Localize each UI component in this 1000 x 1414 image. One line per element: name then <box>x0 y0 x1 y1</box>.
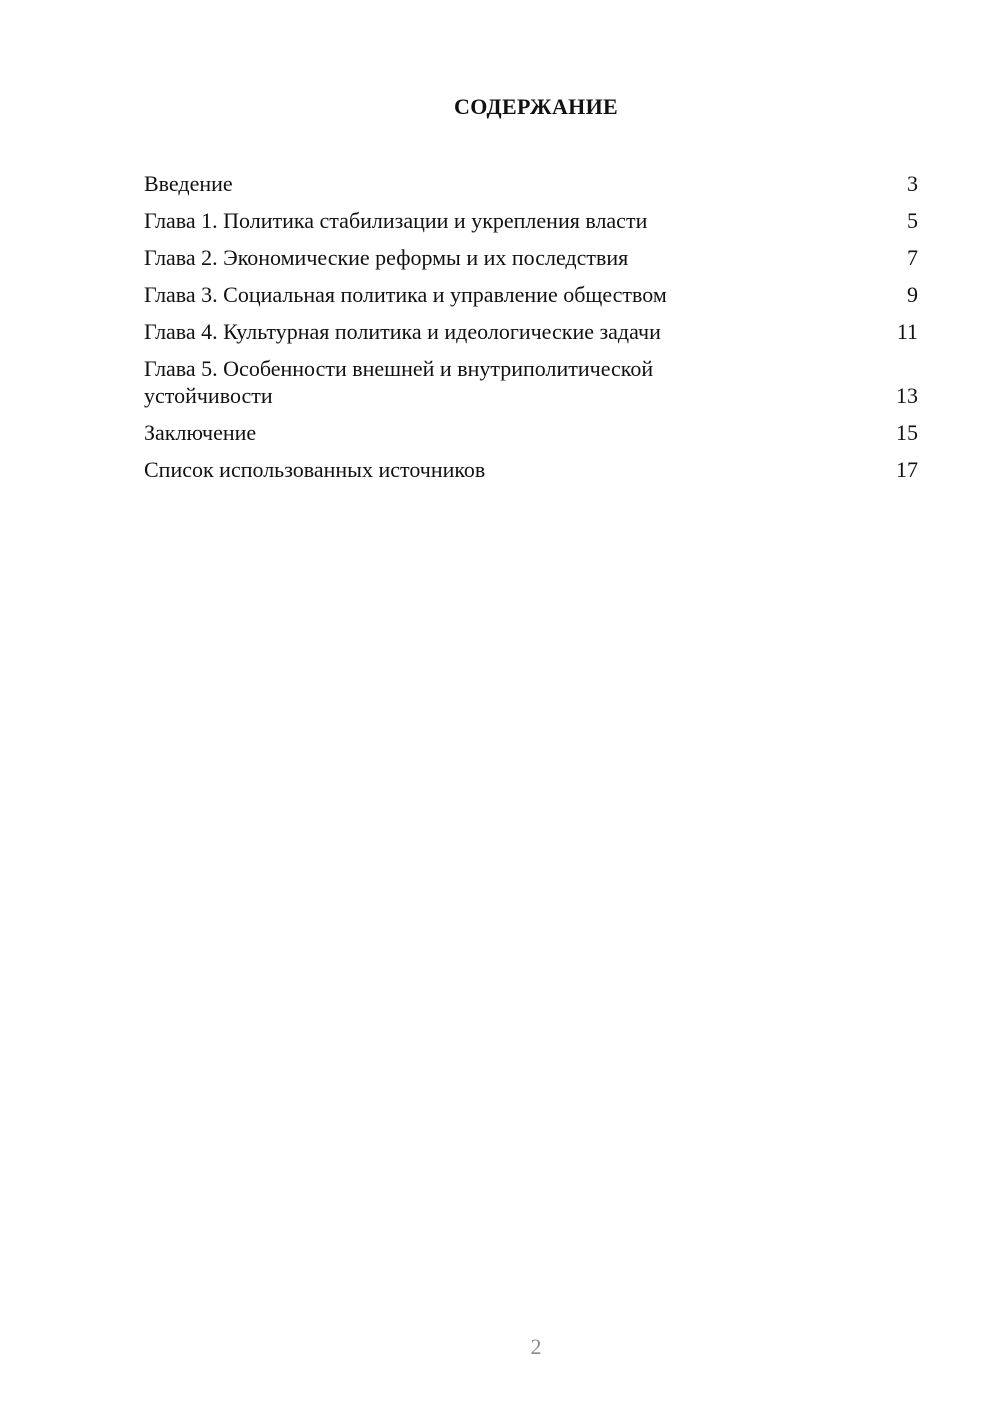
toc-entry <box>144 170 918 197</box>
toc-entry-page: 3 <box>907 171 918 196</box>
toc-entry-title: Список использованных источников <box>144 457 486 482</box>
toc-entry <box>144 281 918 308</box>
toc-entry-title: Глава 3. Социальная политика и управление обществом <box>144 282 667 307</box>
toc-entry-title: Глава 4. Культурная политика и идеологические задачи <box>144 319 661 344</box>
toc-entry <box>144 207 918 234</box>
toc-entry <box>144 456 918 483</box>
toc-entry-title: Глава 1. Политика стабилизации и укрепления власти <box>144 208 648 233</box>
toc-entry-page: 13 <box>896 383 918 408</box>
toc-entry-page: 9 <box>907 282 918 307</box>
toc-entry-title: Глава 5. Особенности внешней и внутриполитической устойчивости <box>144 356 654 408</box>
toc-entry-page: 11 <box>896 319 918 344</box>
toc-entry-page: 5 <box>907 208 918 233</box>
toc-entry <box>144 244 918 271</box>
toc-entry-title: Заключение <box>144 420 257 445</box>
toc-entry-page: 17 <box>896 457 918 482</box>
toc-entry-page: 7 <box>907 245 918 270</box>
toc-entry <box>144 318 918 345</box>
toc-entry <box>144 419 918 446</box>
toc-entry-page: 15 <box>896 420 918 445</box>
toc-entry-title: Введение <box>144 171 233 196</box>
toc-entry-title: Глава 2. Экономические реформы и их последствия <box>144 245 629 270</box>
page-title: СОДЕРЖАНИЕ <box>454 94 618 119</box>
page-number: 2 <box>530 1334 542 1359</box>
toc-entry <box>144 355 918 409</box>
table-of-contents <box>144 170 918 493</box>
